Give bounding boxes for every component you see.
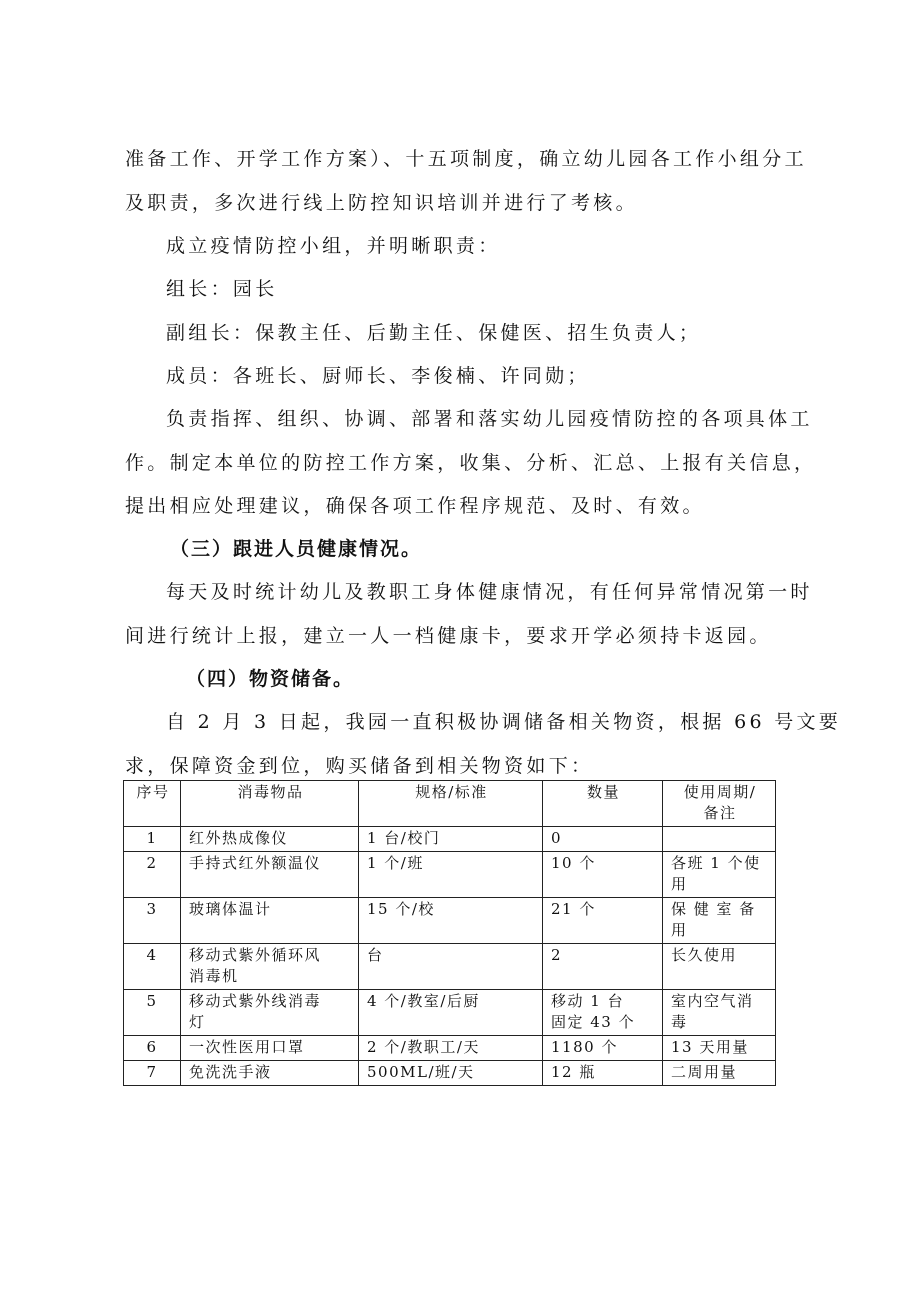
table-row bbox=[124, 1036, 776, 1061]
table-row bbox=[124, 990, 776, 1036]
paragraph-line: 准备工作、开学工作方案）、十五项制度，确立幼儿园各工作小组分工 bbox=[125, 148, 807, 170]
cell-quantity: 21 个 bbox=[543, 898, 663, 944]
paragraph-line: 间进行统计上报，建立一人一档健康卡，要求开学必须持卡返园。 bbox=[125, 625, 772, 647]
header-index: 序号 bbox=[124, 781, 181, 827]
cell-index: 3 bbox=[124, 898, 181, 944]
paragraph-line: 自 2 月 3 日起，我园一直积极协调储备相关物资，根据 66 号文要 bbox=[166, 711, 842, 733]
paragraph-line: 每天及时统计幼儿及教职工身体健康情况，有任何异常情况第一时 bbox=[166, 581, 813, 603]
cell-quantity: 0 bbox=[543, 827, 663, 852]
cell-quantity: 12 瓶 bbox=[543, 1061, 663, 1086]
paragraph-line: 求，保障资金到位，购买储备到相关物资如下： bbox=[125, 755, 594, 777]
paragraph-line: 成员：各班长、厨师长、李俊楠、许同勋； bbox=[166, 365, 590, 387]
paragraph-line: 作。制定本单位的防控工作方案，收集、分析、汇总、上报有关信息， bbox=[125, 452, 817, 474]
cell-item: 免洗洗手液 bbox=[181, 1061, 359, 1086]
cell-spec: 15 个/校 bbox=[359, 898, 543, 944]
table-row bbox=[124, 898, 776, 944]
cell-item: 移动式紫外线消毒 灯 bbox=[181, 990, 359, 1036]
cell-period-notes: 室内空气消 毒 bbox=[663, 990, 776, 1036]
cell-quantity: 10 个 bbox=[543, 852, 663, 898]
section-heading: （四）物资储备。 bbox=[186, 668, 355, 690]
materials-table bbox=[123, 780, 776, 1086]
cell-period-notes: 各班 1 个使 用 bbox=[663, 852, 776, 898]
cell-quantity: 移动 1 台 固定 43 个 bbox=[543, 990, 663, 1036]
table-body bbox=[124, 827, 776, 1086]
cell-index: 2 bbox=[124, 852, 181, 898]
paragraph-line: 副组长：保教主任、后勤主任、保健医、招生负责人； bbox=[166, 322, 702, 344]
table-header-row bbox=[124, 781, 776, 827]
cell-spec: 2 个/教职工/天 bbox=[359, 1036, 543, 1061]
cell-item: 玻璃体温计 bbox=[181, 898, 359, 944]
cell-index: 5 bbox=[124, 990, 181, 1036]
section-heading: （三）跟进人员健康情况。 bbox=[170, 538, 423, 560]
paragraph-line: 组长：园长 bbox=[166, 278, 278, 300]
cell-spec: 1 个/班 bbox=[359, 852, 543, 898]
cell-item: 一次性医用口罩 bbox=[181, 1036, 359, 1061]
cell-item: 红外热成像仪 bbox=[181, 827, 359, 852]
header-period: 使用周期/ bbox=[683, 783, 757, 801]
cell-period-notes bbox=[663, 827, 776, 852]
cell-period-notes: 保 健 室 备 用 bbox=[663, 898, 776, 944]
header-period-notes bbox=[663, 781, 776, 827]
cell-period-notes: 二周用量 bbox=[663, 1061, 776, 1086]
header-item: 消毒物品 bbox=[181, 781, 359, 827]
cell-spec: 台 bbox=[359, 944, 543, 990]
table-row bbox=[124, 827, 776, 852]
table-row bbox=[124, 852, 776, 898]
cell-index: 1 bbox=[124, 827, 181, 852]
cell-period-notes: 13 天用量 bbox=[663, 1036, 776, 1061]
cell-index: 4 bbox=[124, 944, 181, 990]
paragraph-line: 负责指挥、组织、协调、部署和落实幼儿园疫情防控的各项具体工 bbox=[166, 408, 813, 430]
cell-index: 6 bbox=[124, 1036, 181, 1061]
cell-spec: 1 台/校门 bbox=[359, 827, 543, 852]
header-spec: 规格/标准 bbox=[359, 781, 543, 827]
paragraph-line: 成立疫情防控小组，并明晰职责： bbox=[166, 235, 501, 257]
cell-quantity: 2 bbox=[543, 944, 663, 990]
cell-index: 7 bbox=[124, 1061, 181, 1086]
cell-spec: 500ML/班/天 bbox=[359, 1061, 543, 1086]
cell-period-notes: 长久使用 bbox=[663, 944, 776, 990]
cell-item: 手持式红外额温仪 bbox=[181, 852, 359, 898]
paragraph-line: 提出相应处理建议，确保各项工作程序规范、及时、有效。 bbox=[125, 495, 705, 517]
cell-spec: 4 个/教室/后厨 bbox=[359, 990, 543, 1036]
table-row bbox=[124, 1061, 776, 1086]
header-notes: 备注 bbox=[703, 804, 737, 822]
cell-item: 移动式紫外循环风 消毒机 bbox=[181, 944, 359, 990]
table-row bbox=[124, 944, 776, 990]
paragraph-line: 及职责，多次进行线上防控知识培训并进行了考核。 bbox=[125, 192, 638, 214]
cell-quantity: 1180 个 bbox=[543, 1036, 663, 1061]
header-quantity: 数量 bbox=[543, 781, 663, 827]
